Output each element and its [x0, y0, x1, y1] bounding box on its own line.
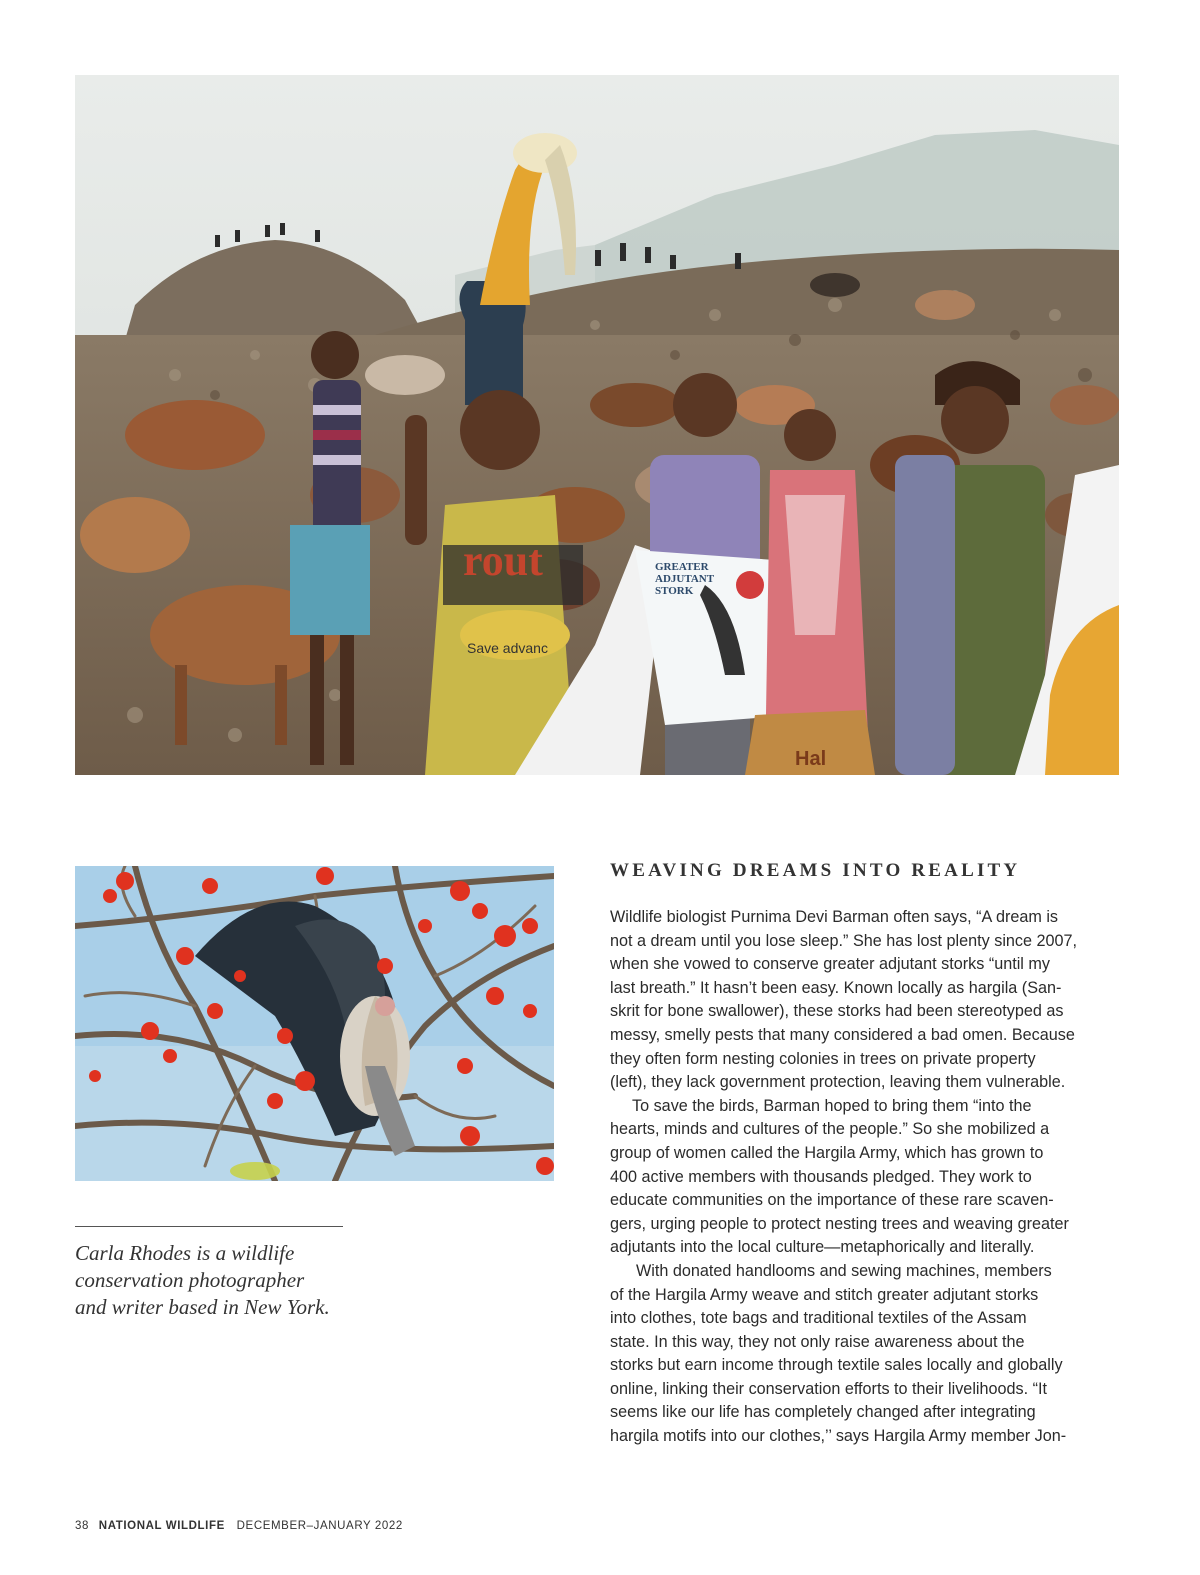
- poster-title-1: GREATER: [655, 561, 709, 573]
- poster-title-3: STORK: [655, 585, 694, 597]
- hero-photo: [75, 75, 1119, 775]
- article-line: storks but earn income through textile sales locally and globally: [610, 1356, 1063, 1375]
- article-body: [610, 906, 1125, 1449]
- article-line: To save the birds, Barman hoped to bring them “into the: [632, 1096, 1032, 1115]
- article-line: hearts, minds and cultures of the people.” So she mobilized a: [610, 1120, 1050, 1139]
- article-line: messy, smelly pests that many considered a bad omen. Because: [610, 1025, 1075, 1044]
- bio-divider: [75, 1226, 343, 1227]
- article-line: skrit for bone swallower), these storks had been stereotyped as: [610, 1002, 1064, 1021]
- shirt-subtext: Save advanc: [467, 640, 548, 656]
- article-line: of the Hargila Army weave and stitch greater adjutant storks: [610, 1285, 1039, 1304]
- page-footer: [75, 1520, 403, 1532]
- bio-line: Carla Rhodes is a wildlife: [75, 1241, 295, 1265]
- article-line: educate communities on the importance of these rare scaven-: [610, 1191, 1054, 1210]
- bag-text: Hal: [795, 748, 827, 770]
- article-line: (left), they lack government protection, leaving them vulnerable.: [610, 1073, 1066, 1092]
- article-line: 400 active members with thousands pledged. They work to: [610, 1167, 1032, 1186]
- bio-line: conservation photographer: [75, 1268, 305, 1292]
- inset-photo: [75, 866, 554, 1181]
- article-line: state. In this way, they not only raise awareness about the: [610, 1332, 1025, 1351]
- magazine-name: NATIONAL WILDLIFE: [98, 1520, 225, 1532]
- article-line: adjutants into the local culture—metaphorically and literally.: [610, 1238, 1035, 1257]
- article-line: online, linking their conservation efforts to their livelihoods. “It: [610, 1379, 1047, 1398]
- article-line: group of women called the Hargila Army, which has grown to: [610, 1143, 1044, 1162]
- article-line: Wildlife biologist Purnima Devi Barman often says, “A dream is: [610, 908, 1059, 926]
- bio-line: and writer based in New York.: [75, 1295, 330, 1319]
- article-line: last breath.” It hasn’t been easy. Known locally as hargila (San-: [610, 978, 1062, 997]
- page-number: 38: [75, 1520, 89, 1532]
- article-line: gers, urging people to protect nesting trees and weaving greater: [610, 1214, 1069, 1233]
- article-line: not a dream until you lose sleep.” She has lost plenty since 2007,: [610, 931, 1078, 950]
- article-line: they often form nesting colonies in trees on private property: [610, 1049, 1036, 1068]
- stork-in-tree-photo: [75, 866, 554, 1181]
- article-line: when she vowed to conserve greater adjutant storks “until my: [610, 955, 1050, 974]
- issue-date: DECEMBER–JANUARY 2022: [236, 1520, 403, 1532]
- article-line: seems like our life has completely changed after integrating: [610, 1403, 1036, 1422]
- shirt-text: rout: [463, 536, 543, 585]
- article-line: into clothes, tote bags and traditional textiles of the Assam: [610, 1309, 1027, 1328]
- article-line: With donated handlooms and sewing machines, members: [636, 1261, 1052, 1280]
- article-line: hargila motifs into our clothes,’’ says Hargila Army member Jon-: [610, 1427, 1067, 1446]
- author-bio: [75, 1240, 375, 1321]
- section-title: WEAVING DREAMS INTO REALITY: [610, 860, 1021, 881]
- landfill-storks-photo: [75, 75, 1119, 775]
- poster-title-2: ADJUTANT: [655, 573, 715, 585]
